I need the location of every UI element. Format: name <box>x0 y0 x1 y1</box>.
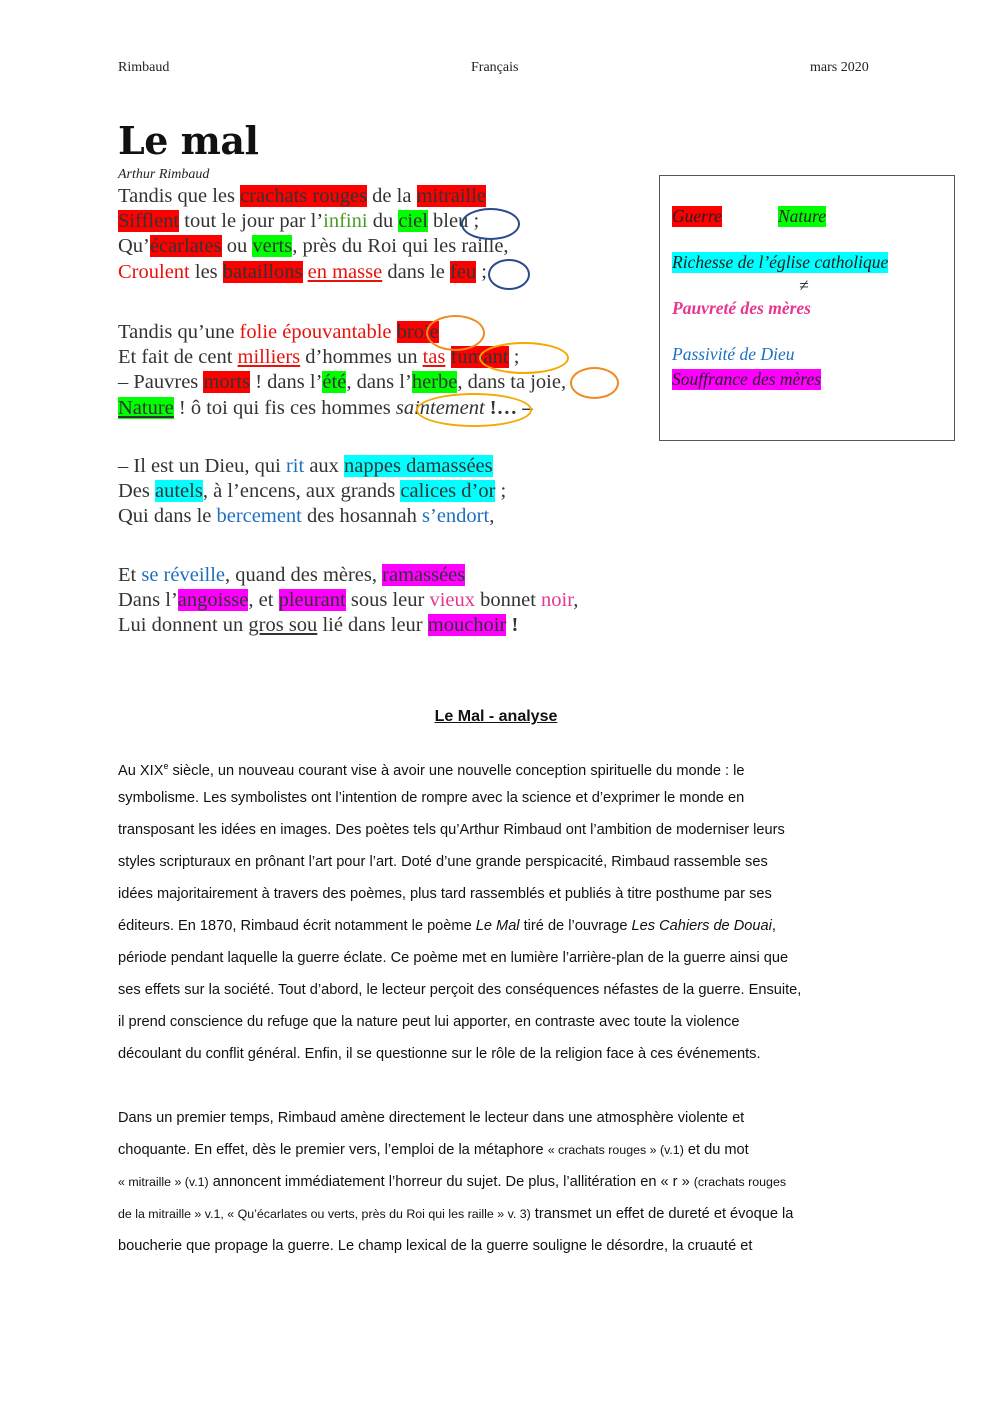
poem-title: Le mal <box>118 118 259 163</box>
ring-fumant-annotation <box>479 342 569 374</box>
verse-14: Lui donnent un gros sou lié dans leur mouchoir ! <box>118 614 519 637</box>
verse-5: Tandis qu’une folie épouvantable broie <box>118 321 439 343</box>
legend-passivite: Passivité de Dieu <box>672 344 795 364</box>
verse-6: Et fait de cent milliers d’hommes un tas fumant ; <box>118 346 520 369</box>
legend-guerre: Guerre <box>672 206 722 226</box>
ring-joie-annotation <box>570 367 619 399</box>
analysis-title: Le Mal - analyse <box>434 708 558 725</box>
verse-9: – Il est un Dieu, qui rit aux nappes damassées <box>118 455 493 477</box>
verse-7: – Pauvres morts ! dans l’été, dans l’herbe, dans ta joie, <box>118 371 567 394</box>
verse-10: Des autels, à l’encens, aux grands calices d’or ; <box>118 480 507 503</box>
ring-saintement-annotation <box>416 393 532 427</box>
legend-pauvrete: Pauvreté des mères <box>672 298 811 318</box>
legend-not-equal: ≠ <box>799 275 809 295</box>
stanza-1 <box>118 184 509 285</box>
header-left: Rimbaud <box>118 60 170 75</box>
ring-bleu-annotation <box>461 208 520 240</box>
ring-broie-annotation <box>426 315 485 351</box>
header-center: Français <box>471 60 519 75</box>
poem-author: Arthur Rimbaud <box>118 167 210 182</box>
legend-eglise: Richesse de l’église catholique <box>672 252 889 272</box>
verse-2: Sifflent tout le jour par l’infini du ciel bleu ; <box>118 210 480 233</box>
analysis-paragraph-2: Dans un premier temps, Rimbaud amène directement le lecteur dans une atmosphère violente et choquante. En effet, dès le premier vers, l’emploi de la métaphore « crachats rouges » (v.1) et du mot « mitraille » (v.1) annoncent immédiatement l’horreur du sujet. De plus, l’allitération en « r » (crachats rouges de la mitraille » v.1, « Qu’écarlates ou verts, près du Roi qui les raille » v. 3) transmet un effet de dureté et évoque la boucherie que propage la guerre. Le champ lexical de la guerre souligne le désordre, la cruauté et <box>118 1110 794 1254</box>
legend-souffrance: Souffrance des mères <box>672 369 822 389</box>
analysis-paragraph-1: Au XIXe siècle, un nouveau courant vise à avoir une nouvelle conception spirituelle du monde : le symbolisme. Les symbolistes ont l’intention de rompre avec la science et d’exprimer le monde en transposant les idées en images. Des poètes tels qu’Arthur Rimbaud ont l’ambition de moderniser leurs styles scripturaux en prônant l’art pour l’art. Doté d’une grande perspicacité, Rimbaud rassemble ses idées majoritairement à travers des poèmes, plus tard rassemblés et publiés à titre posthume par ses éditeurs. En 1870, Rimbaud écrit notamment le poème Le Mal tiré de l’ouvrage Les Cahiers de Douai, période pendant laquelle la guerre éclate. Ce poème met en lumière l’arrière-plan de la guerre ainsi que ses effets sur la société. Tout d’abord, le lecteur perçoit des conséquences néfastes de la guerre. Ensuite, il prend conscience du refuge que la nature peut lui apporter, en contraste avec toute la violence découlant du conflit général. Enfin, il se questionne sur le rôle de la religion face à ces événements. <box>118 761 802 1062</box>
verse-8: Nature ! ô toi qui fis ces hommes saintement !… – <box>118 396 533 419</box>
verse-12: Et se réveille, quand des mères, ramassées <box>118 564 466 586</box>
stanza-4 <box>118 563 578 639</box>
verse-13: Dans l’angoisse, et pleurant sous leur vieux bonnet noir, <box>118 589 579 612</box>
verse-4: Croulent les bataillons en masse dans le feu ; <box>118 260 487 283</box>
header-right: mars 2020 <box>810 60 869 75</box>
verse-11: Qui dans le bercement des hosannah s’endort, <box>118 505 495 528</box>
verse-3: Qu’écarlates ou verts, près du Roi qui les raille, <box>118 235 509 258</box>
legend-nature: Nature <box>778 206 826 226</box>
stanza-3 <box>118 454 506 530</box>
verse-1: Tandis que les crachats rouges de la mitraille <box>118 185 487 207</box>
ring-feu-annotation <box>488 259 530 290</box>
color-legend <box>659 175 955 441</box>
